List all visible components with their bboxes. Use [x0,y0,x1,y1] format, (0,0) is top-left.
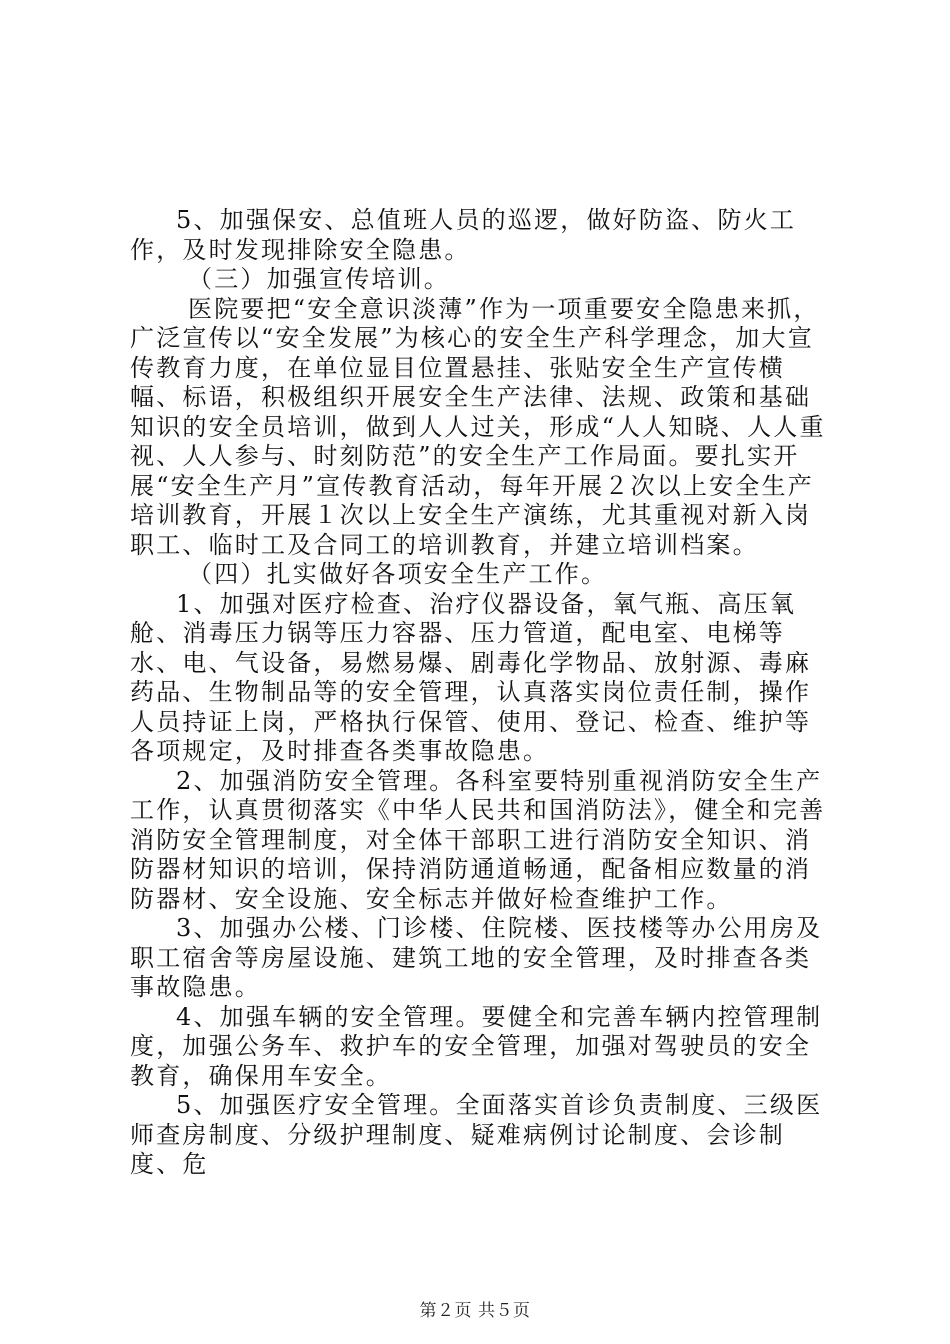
paragraph-vehicles: 4、加强车辆的安全管理。要健全和完善车辆内控管理制度，加强公务车、救护车的安全管理，加强对驾驶员的安全教育，确保用车安全。 [130,1002,823,1090]
heading-publicity-training: （三）加强宣传培训。 [188,265,450,293]
paragraph-fire-safety: 2、加强消防安全管理。各科室要特别重视消防安全生产工作，认真贯彻落实《中华人民共和国消防法》，健全和完善消防安全管理制度，对全体干部职工进行消防安全知识、消防器材知识的培训，保持消防通道畅通，配备相应数量的消防器材、安全设施、安全标志并做好检查维护工作。 [130,766,826,913]
page-number-footer: 第２页 共５页 [419,1301,531,1321]
paragraph-patrol: 5、加强保安、总值班人员的巡逻，做好防盗、防火工作，及时发现排除安全隐患。 [130,206,797,264]
heading-safety-work: （四）扎实做好各项安全生产工作。 [188,560,608,588]
document-body [130,206,835,1180]
paragraph-medical-safety: 5、加强医疗安全管理。全面落实首诊负责制度、三级医师查房制度、分级护理制度、疑难病例讨论制度、会诊制度、危 [130,1091,823,1178]
paragraph-buildings: 3、加强办公楼、门诊楼、住院楼、医技楼等办公用房及职工宿舍等房屋设施、建筑工地的安全管理，及时排查各类事故隐患。 [130,914,823,1001]
paragraph-equipment: 1、加强对医疗检查、治疗仪器设备，氧气瓶、高压氧舱、消毒压力锅等压力容器、压力管道，配电室、电梯等水、电、气设备，易燃易爆、剧毒化学物品、放射源、毒麻药品、生物制品等的安全管理，认真落实岗位责任制，操作人员持证上岗，严格执行保管、使用、登记、检查、维护等各项规定，及时排查各类事故隐患。 [130,589,812,765]
paragraph-publicity: 医院要把“安全意识淡薄”作为一项重要安全隐患来抓，广泛宣传以“安全发展”为核心的安全生产科学理念，加大宣传教育力度，在单位显目位置悬挂、张贴安全生产宣传横幅、标语，积极组织开展安全生产法律、法规、政策和基础知识的安全员培训，做到人人过关，形成“人人知晓、人人重视、人人参与、时刻防范”的安全生产工作局面。要扎实开展“安全生产月”宣传教育活动，每年开展２次以上安全生产培训教育，开展１次以上安全生产演练，尤其重视对新入岗职工、临时工及合同工的培训教育，并建立培训档案。 [130,294,826,559]
